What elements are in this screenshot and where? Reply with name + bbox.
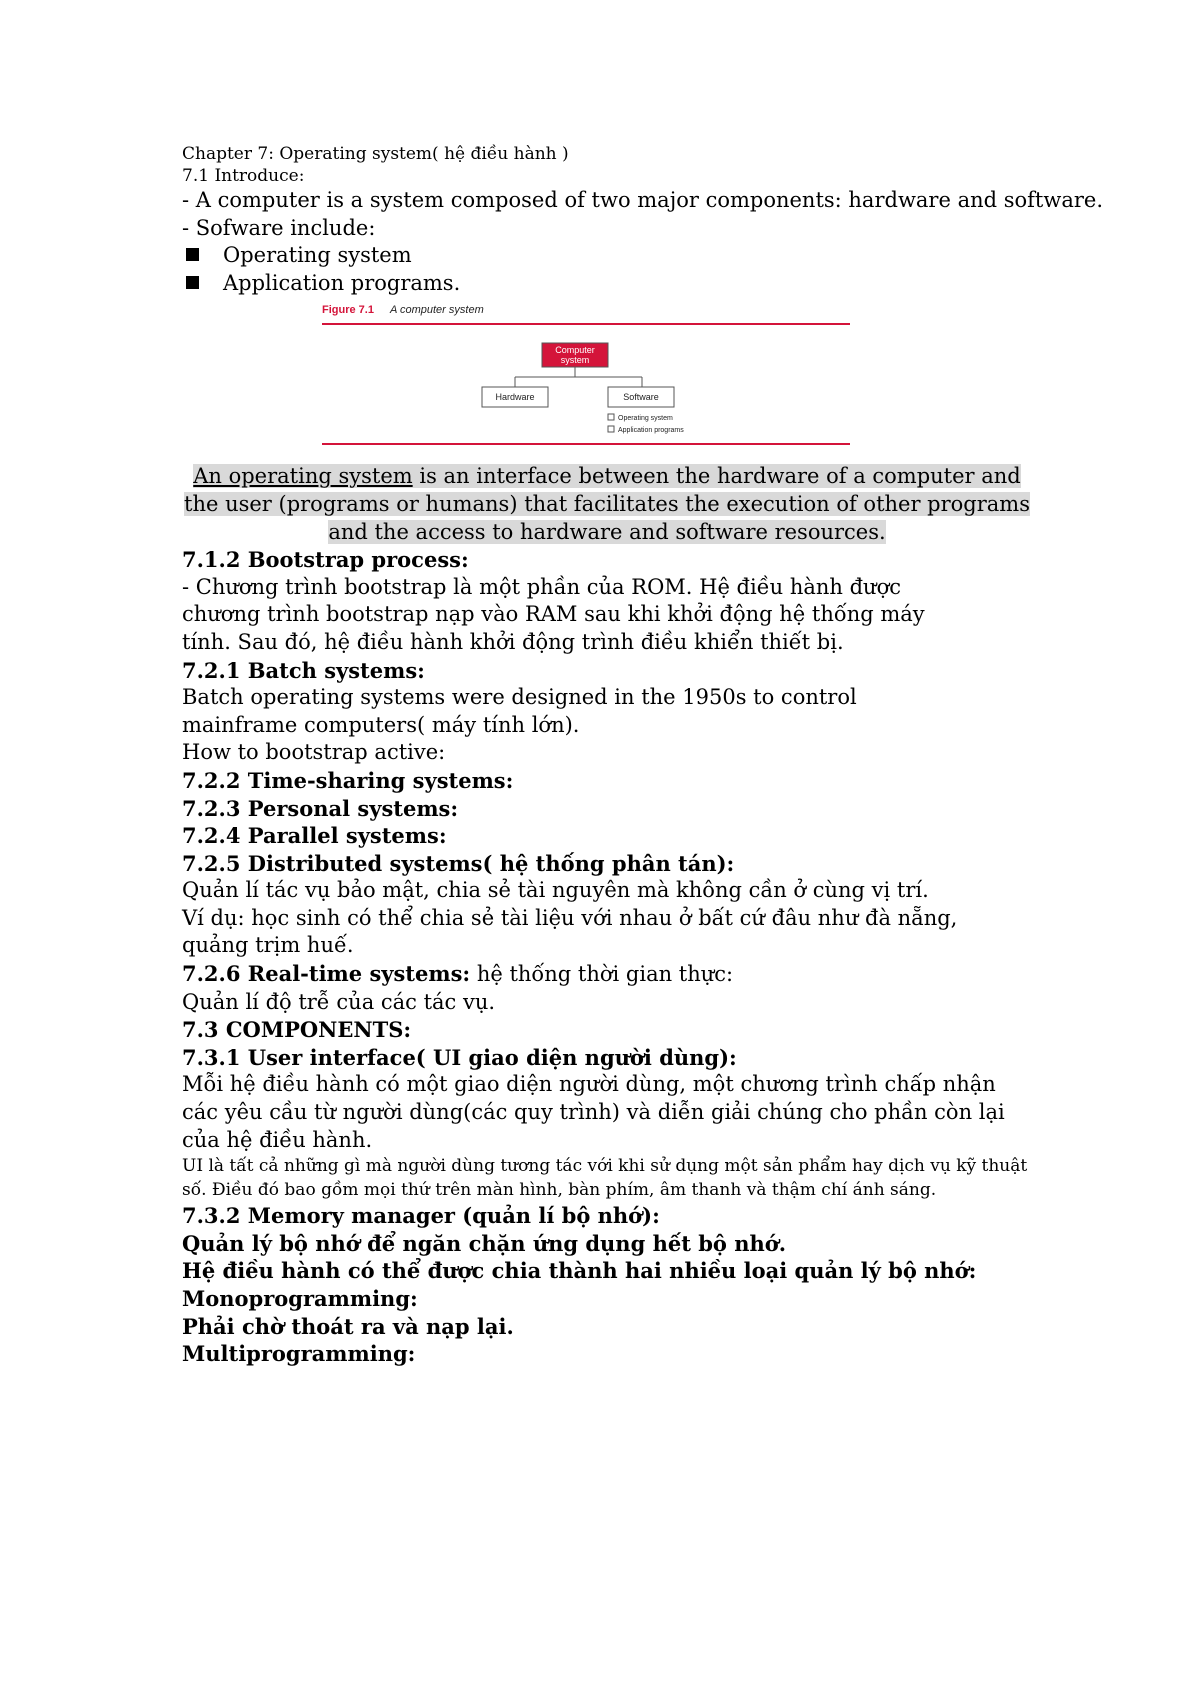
realtime-inline: hệ thống thời gian thực:: [470, 962, 734, 987]
software-label: Software: [623, 392, 659, 403]
computer-system-label-1: Computer: [555, 345, 595, 356]
definition-term: An operating system: [193, 464, 413, 489]
monoprogramming-text: Phải chờ thoát ra và nạp lại.: [182, 1313, 514, 1339]
figure-diagram: [322, 303, 852, 461]
ui-small-text: UI là tất cả những gì mà người dùng tương tác với khi sử dụng một sản phẩm hay dịch vụ kỹ thuật số. Điều đó bao gồm mọi thứ trên màn hình, bàn phím, âm thanh và thậm chí ánh sáng.: [182, 1156, 1028, 1201]
time-sharing-heading: 7.2.2 Time-sharing systems:: [182, 767, 514, 793]
batch-heading: 7.2.1 Batch systems:: [182, 657, 425, 683]
computer-system-label-2: system: [560, 355, 590, 366]
square-bullet-icon: [186, 248, 199, 261]
checkbox-icon: [608, 414, 614, 420]
batch-text: Batch operating systems were designed in the 1950s to control mainframe computers( máy tính lớn).: [182, 685, 857, 737]
bootstrap-heading: 7.1.2 Bootstrap process:: [182, 547, 469, 573]
distributed-text-1: Quản lí tác vụ bảo mật, chia sẻ tài nguyên mà không cần ở cùng vị trí.: [182, 878, 929, 903]
components-heading: 7.3 COMPONENTS:: [182, 1017, 412, 1043]
hardware-label: Hardware: [495, 392, 535, 403]
intro-line-1: - A computer is a system composed of two major components: hardware and software.: [182, 188, 1104, 212]
realtime-heading: 7.2.6 Real-time systems:: [182, 961, 471, 987]
memory-line-2: Hệ điều hành có thể được chia thành hai nhiều loại quản lý bộ nhớ:: [182, 1258, 977, 1284]
chapter-title: Chapter 7: Operating system( hệ điều hành ): [182, 144, 569, 164]
batch-active: How to bootstrap active:: [182, 740, 446, 765]
bullet-item: [182, 270, 1032, 298]
sub-item-apps: Application programs: [618, 427, 684, 435]
document-page: [182, 143, 1104, 1368]
memory-line-1: Quản lý bộ nhớ để ngăn chặn ứng dụng hết bộ nhớ.: [182, 1230, 787, 1256]
sub-item-os: Operating system: [618, 415, 673, 423]
definition-text: is an interface between the hardware of a computer and the user (programs or humans) that facilitates the execution of other programs and the access to hardware and software resources.: [184, 464, 1030, 544]
ui-text: Mỗi hệ điều hành có một giao diện người dùng, một chương trình chấp nhận các yêu cầu từ người dùng(các quy trình) và diễn giải chúng cho phần còn lại của hệ điều hành.: [182, 1072, 1005, 1152]
definition-paragraph: [182, 463, 1032, 546]
bullet-text: Operating system: [223, 243, 412, 268]
distributed-text-2: Ví dụ: học sinh có thể chia sẻ tài liệu với nhau ở bất cứ đâu như đà nẵng, quảng trịm huế.: [182, 905, 958, 958]
parallel-heading: 7.2.4 Parallel systems:: [182, 823, 447, 849]
bullet-item: [182, 242, 1032, 270]
intro-line-2: - Sofware include:: [182, 215, 376, 240]
ui-heading: 7.3.1 User interface( UI giao diện người dùng):: [182, 1044, 737, 1070]
distributed-heading: 7.2.5 Distributed systems( hệ thống phân tán):: [182, 850, 735, 876]
bootstrap-text: - Chương trình bootstrap là một phần của ROM. Hệ điều hành được chương trình bootstrap nạp vào RAM sau khi khởi động hệ thống máy tính. Sau đó, hệ điều hành khởi động trình điều khiển thiết bị.: [182, 574, 925, 654]
multiprogramming-heading: Multiprogramming:: [182, 1341, 416, 1367]
realtime-text: Quản lí độ trễ của các tác vụ.: [182, 989, 496, 1014]
figure-caption-title: A computer system: [390, 304, 484, 317]
checkbox-icon: [608, 426, 614, 432]
square-bullet-icon: [186, 276, 199, 289]
personal-heading: 7.2.3 Personal systems:: [182, 795, 459, 821]
intro-heading: 7.1 Introduce:: [182, 166, 305, 186]
memory-heading: 7.3.2 Memory manager (quản lí bộ nhớ):: [182, 1203, 660, 1229]
figure-computer-system: [182, 303, 1032, 461]
realtime-line: [182, 960, 1032, 989]
monoprogramming-heading: Monoprogramming:: [182, 1286, 418, 1311]
bullet-text: Application programs.: [223, 270, 461, 295]
figure-caption-number: Figure 7.1: [322, 304, 374, 317]
